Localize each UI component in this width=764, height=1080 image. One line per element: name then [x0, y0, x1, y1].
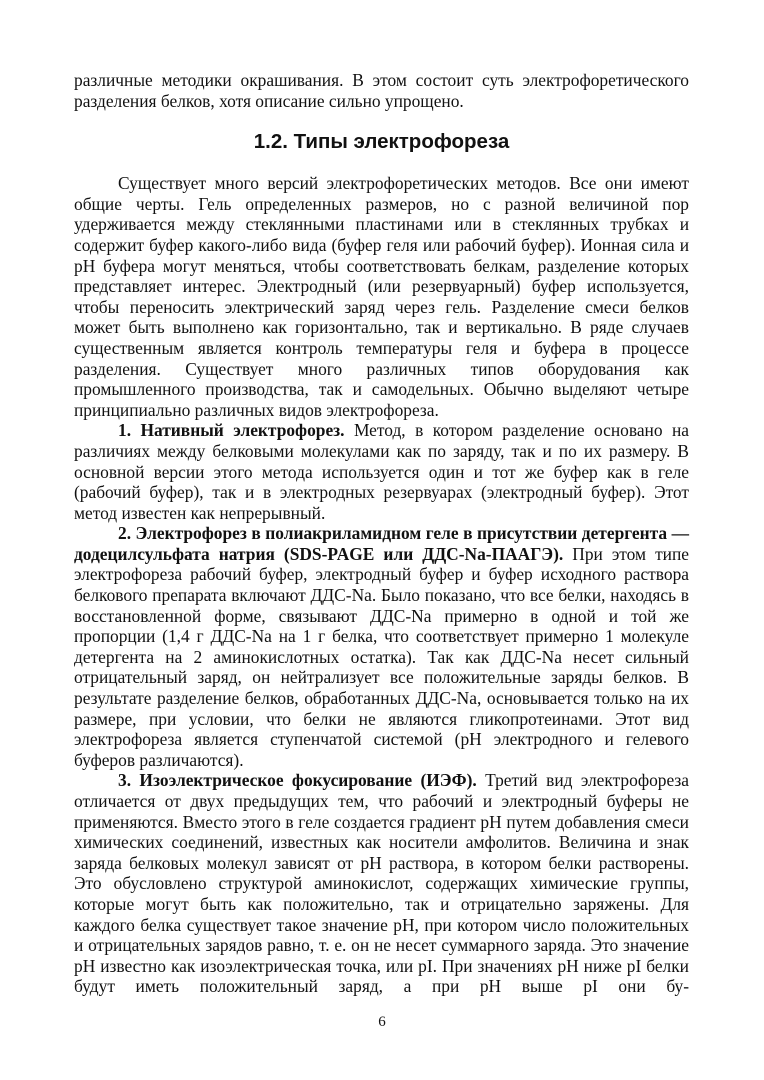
paragraph-sds-page	[74, 523, 689, 770]
paragraph-text: При этом типе электрофореза рабочий буфер, электродный буфер и буфер исходного раствора белкового препарата включают ДДС-Na. Было показано, что все белки, находясь в восстановленной форме, связывают ДДС-Na примерно в одной и той же пропорции (1,4 г ДДС-Na на 1 г белка, что соответствует примерно 1 молекуле детергента на 2 аминокислотных остатка). Так как ДДС-Na несет сильный отрицательный заряд, он нейтрализует все положительные заряды белков. В результате разделение белков, обработанных ДДС-Na, основывается только на их размере, при условии, что белки не являются гликопротеинами. Этот вид электрофореза является ступенчатой системой (pH электродного и гелевого буферов различаются).	[74, 543, 690, 770]
paragraph-native-electrophoresis	[74, 420, 689, 523]
paragraph-lead: 2. Электрофорез в полиакриламидном геле в присутствии детергента — додецилсульфата натрия (SDS-PAGE или ДДС-Na-ПААГЭ).	[74, 523, 689, 564]
section-heading: 1.2. Типы электрофореза	[253, 130, 510, 154]
paragraph-text: Существует много версий электрофоретических методов. Все они имеют общие черты. Гель определенных размеров, но с разной величиной пор удерживается между стеклянными пластинами или в стеклянных трубках и содержит буфер какого-либо вида (буфер геля или рабочий буфер). Ионная сила и pH буфера могут меняться, чтобы соответствовать белкам, разделение которых представляет интерес. Электродный (или резервуарный) буфер используется, чтобы переносить электрический заряд через гель. Разделение смеси белков может быть выполнено как горизонтально, так и вертикально. В ряде случаев существенным является контроль температуры геля и буфера в процессе разделения. Существует много различных типов оборудования как промышленного производства, так и самодельных. Обычно выделяют четыре принципиально различных видов электрофореза.	[74, 173, 689, 420]
page-number: 6	[378, 1014, 386, 1030]
paragraph-isoelectric-focusing	[74, 770, 689, 997]
paragraph-overview	[74, 173, 689, 420]
paragraph-lead: 1. Нативный электрофорез.	[118, 420, 345, 441]
paragraph-text: Третий вид электрофореза отличается от двух предыдущих тем, что рабочий и электродный буферы не применяются. Вместо этого в геле создается градиент pH путем добавления смеси химических соединений, известных как носители амфолитов. Величина и знак заряда белковых молекул зависят от pH раствора, в котором белки растворены. Это обусловлено структурой аминокислот, содержащих химические группы, которые могут быть как положительно, так и отрицательно заряжены. Для каждого белка существует такое значение pH, при котором число положительных и отрицательных зарядов равно, т. е. он не несет суммарного заряда. Это значение pH известно как изоэлектрическая точка, или pI. При значениях pH ниже pI белки будут иметь положительный заряд, а при pH выше pI они бу-	[74, 770, 689, 997]
intro-paragraph: различные методики окрашивания. В этом состоит суть электрофоретического разделения белков, хотя описание сильно упрощено.	[74, 70, 689, 111]
paragraph-text: Метод, в котором разделение основано на различиях между белковыми молекулами как по заряду, так и по их размеру. В основной версии этого метода используется один и тот же буфер как в геле (рабочий буфер), так и в электродных резервуарах (электродный буфер). Этот метод известен как непрерывный.	[74, 420, 689, 523]
document-page	[74, 70, 689, 997]
paragraph-lead: 3. Изоэлектрическое фокусирование (ИЭФ).	[118, 770, 477, 791]
